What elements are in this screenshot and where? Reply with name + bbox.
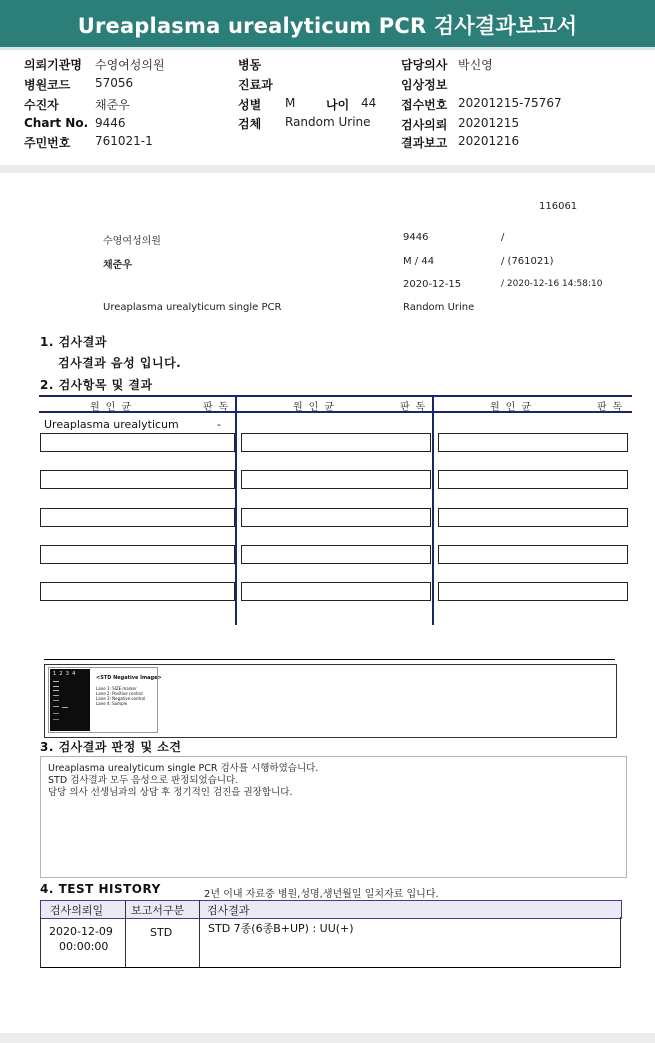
specimen-label: 검체 <box>238 117 262 131</box>
section4-heading: 4. TEST HISTORY <box>40 882 161 896</box>
history-note: 2년 이내 자료중 병원,성명,생년월일 일치자료 입니다. <box>204 889 439 900</box>
report-label: 결과보고 <box>401 136 448 150</box>
gel-top-rule <box>44 659 615 660</box>
chart-label: Chart No. <box>24 116 89 130</box>
table-divider-1 <box>235 395 237 625</box>
gel-lane3: Lane 3: Negative control <box>96 696 146 701</box>
history-bottom-rule <box>40 967 621 968</box>
request-label: 검사의뢰 <box>401 118 448 132</box>
resident-label: 주민번호 <box>24 136 71 150</box>
result-row-judgement: - <box>217 418 221 431</box>
gel-bands-icon <box>50 669 90 731</box>
footer-strip <box>0 1033 655 1043</box>
gel-image <box>50 669 90 731</box>
gel-lane4: Lane 4: Sample <box>96 701 128 706</box>
result-box <box>40 433 235 452</box>
info-slash: / <box>501 232 505 243</box>
receipt-label: 접수번호 <box>401 98 448 112</box>
result-box <box>40 508 235 527</box>
col-judgement-1: 판독 <box>203 402 235 413</box>
info-rrn: / (761021) <box>501 256 554 267</box>
section3-heading: 3. 검사결과 판정 및 소견 <box>40 740 182 754</box>
comment-box <box>40 756 627 878</box>
age-label: 나이 <box>326 98 350 112</box>
hospital-code-label: 병원코드 <box>24 78 71 92</box>
section1-result: 검사결과 음성 입니다. <box>58 356 182 370</box>
history-row-date: 2020-12-09 <box>49 925 113 938</box>
patient-label: 수진자 <box>24 98 59 112</box>
institution-value: 수영여성의원 <box>95 58 165 72</box>
history-col-type: 보고서구분 <box>131 904 185 917</box>
request-value: 20201215 <box>458 116 520 130</box>
info-chart: 9446 <box>403 232 429 243</box>
history-row-result: STD 7종(6종B+UP) : UU(+) <box>208 922 354 935</box>
title-bar <box>0 0 655 50</box>
doctor-label: 담당의사 <box>401 58 448 72</box>
gel-lane1: Lane 1: SIZE marker <box>96 686 137 691</box>
result-box <box>438 545 628 564</box>
report-id: 116061 <box>539 201 578 212</box>
gel-lanes: 1 2 3 4 <box>53 671 76 677</box>
receipt-value: 20201215-75767 <box>458 96 562 110</box>
report-value: 20201216 <box>458 134 520 148</box>
result-box <box>438 470 628 489</box>
result-box <box>241 433 431 452</box>
sex-value: M <box>285 96 296 110</box>
col-judgement-3: 판독 <box>597 402 629 413</box>
comment-line-2: STD 검사결과 모두 음성으로 판정되었습니다. <box>48 775 239 786</box>
section1-heading: 1. 검사결과 <box>40 335 107 349</box>
col-judgement-2: 판독 <box>400 402 432 413</box>
chart-value: 9446 <box>95 116 126 130</box>
result-box <box>241 470 431 489</box>
history-row-type: STD <box>150 926 173 939</box>
result-row-pathogen: Ureaplasma urealyticum <box>44 418 179 431</box>
col-pathogen-1: 원인균 <box>90 402 137 413</box>
col-pathogen-3: 원인균 <box>490 402 537 413</box>
info-report-datetime: / 2020-12-16 14:58:10 <box>501 279 603 289</box>
info-specimen: Random Urine <box>403 302 475 313</box>
section2-heading: 2. 검사항목 및 결과 <box>40 378 153 392</box>
result-box <box>241 508 431 527</box>
result-box <box>438 433 628 452</box>
dept-label: 진료과 <box>238 78 273 92</box>
comment-line-3: 담당 의사 선생님과의 상담 후 정기적인 검진을 권장합니다. <box>48 787 293 798</box>
resident-value: 761021-1 <box>95 134 153 148</box>
table-top-rule <box>39 395 632 397</box>
history-divider-1 <box>125 900 126 968</box>
result-box <box>241 582 431 601</box>
result-box <box>40 470 235 489</box>
gel-lane2: Lane 2: Positive control <box>96 691 143 696</box>
result-box <box>438 582 628 601</box>
history-row-time: 00:00:00 <box>59 940 109 953</box>
comment-line-1: Ureaplasma urealyticum single PCR 검사를 시행하였습니다. <box>48 763 319 774</box>
history-col-result: 검사결과 <box>207 904 250 917</box>
clinical-label: 임상정보 <box>401 78 448 92</box>
history-left-edge <box>40 917 41 968</box>
history-header <box>40 900 622 919</box>
info-receipt-date: 2020-12-15 <box>403 279 462 290</box>
hospital-code-value: 57056 <box>95 76 134 90</box>
result-box <box>40 582 235 601</box>
gel-title: <STD Negative Image> <box>96 675 162 681</box>
history-divider-2 <box>199 900 200 968</box>
header-divider <box>0 165 655 173</box>
result-box <box>438 508 628 527</box>
institution-label: 의뢰기관명 <box>24 58 82 72</box>
report-title: Ureaplasma urealyticum PCR 검사결과보고서 <box>77 14 578 38</box>
patient-value: 채준우 <box>95 98 130 112</box>
doctor-value: 박신영 <box>458 58 493 72</box>
info-clinic: 수영여성의원 <box>103 236 161 247</box>
col-pathogen-2: 원인균 <box>293 402 340 413</box>
result-box <box>40 545 235 564</box>
specimen-value: Random Urine <box>285 115 371 129</box>
history-col-date: 검사의뢰일 <box>50 904 104 917</box>
ward-label: 병동 <box>238 58 262 72</box>
history-right-edge <box>620 917 621 968</box>
info-sex-age: M / 44 <box>403 256 435 267</box>
result-box <box>241 545 431 564</box>
age-value: 44 <box>361 96 377 110</box>
institution-row <box>24 56 82 73</box>
info-test-name: Ureaplasma urealyticum single PCR <box>103 302 282 313</box>
info-patient: 채준우 <box>103 260 132 271</box>
sex-label: 성별 <box>238 98 262 112</box>
table-divider-2 <box>432 395 434 625</box>
